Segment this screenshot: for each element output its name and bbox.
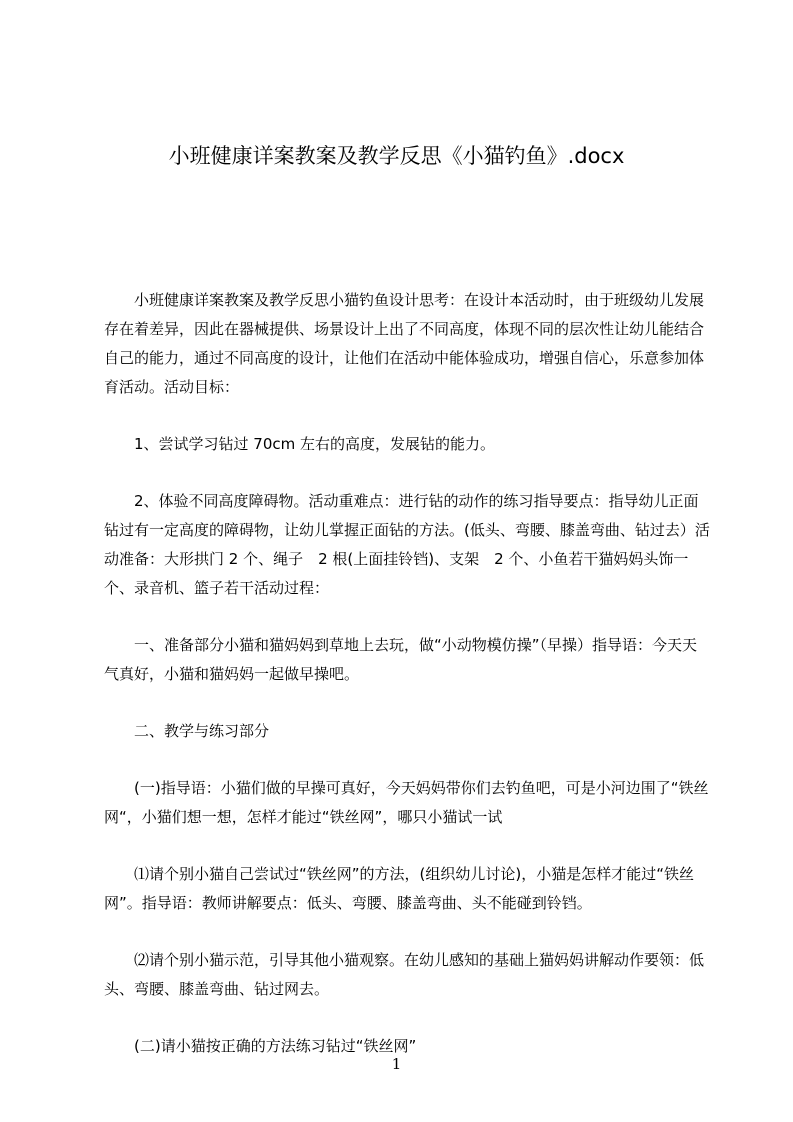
- paragraph-step-2: ⑵请个别小猫示范，引导其他小猫观察。在幼儿感知的基础上猫妈妈讲解动作要领：低头、弯腰、膝盖弯曲、钻过网去。: [104, 951, 705, 998]
- paragraph-preparation-part: 一、准备部分小猫和猫妈妈到草地上去玩，做“小动物模仿操”（早操）指导语：今天天气真好，小猫和猫妈妈一起做早操吧。: [104, 636, 698, 683]
- paragraph-guidance-1: (一)指导语：小猫们做的早操可真好，今天妈妈带你们去钓鱼吧，可是小河边围了“铁丝网“，小猫们想一想，怎样才能过“铁丝网”，哪只小猫试一试: [104, 779, 709, 826]
- document-body: [104, 286, 712, 1061]
- paragraph-goal-2: 2、体验不同高度障碍物。活动重难点：进行钻的动作的练习指导要点：指导幼儿正面钻过有一定高度的障碍物，让幼儿掌握正面钻的方法。(低头、弯腰、膝盖弯曲、钻过去）活动准备：大形拱门 2 个、绳子 2 根(上面挂铃铛)、支架 2 个、小鱼若干猫妈妈头饰一个、录音机、篮子若干活动过程：: [104, 492, 710, 597]
- page-number: 1: [391, 1055, 402, 1073]
- paragraph-goal-1: 1、尝试学习钻过 70cm 左右的高度，发展钻的能力。: [134, 435, 496, 453]
- paragraph-teaching-section: 二、教学与练习部分: [134, 722, 270, 740]
- paragraph-step-1: ⑴请个别小猫自己尝试过“铁丝网”的方法，(组织幼儿讨论)，小猫是怎样才能过“铁丝网”。指导语：教师讲解要点：低头、弯腰、膝盖弯曲、头不能碰到铃铛。: [104, 865, 695, 912]
- document-title: 小班健康详案教案及教学反思《小猫钓鱼》.docx: [168, 144, 625, 168]
- paragraph-practice: (二)请小猫按正确的方法练习钻过“铁丝网”: [134, 1037, 417, 1055]
- paragraph-design-thinking: 小班健康详案教案及教学反思小猫钓鱼设计思考：在设计本活动时，由于班级幼儿发展存在着差异，因此在器械提供、场景设计上出了不同高度，体现不同的层次性让幼儿能结合自己的能力，通过不同高度的设计，让他们在活动中能体验成功，增强自信心，乐意参加体育活动。活动目标：: [104, 291, 705, 396]
